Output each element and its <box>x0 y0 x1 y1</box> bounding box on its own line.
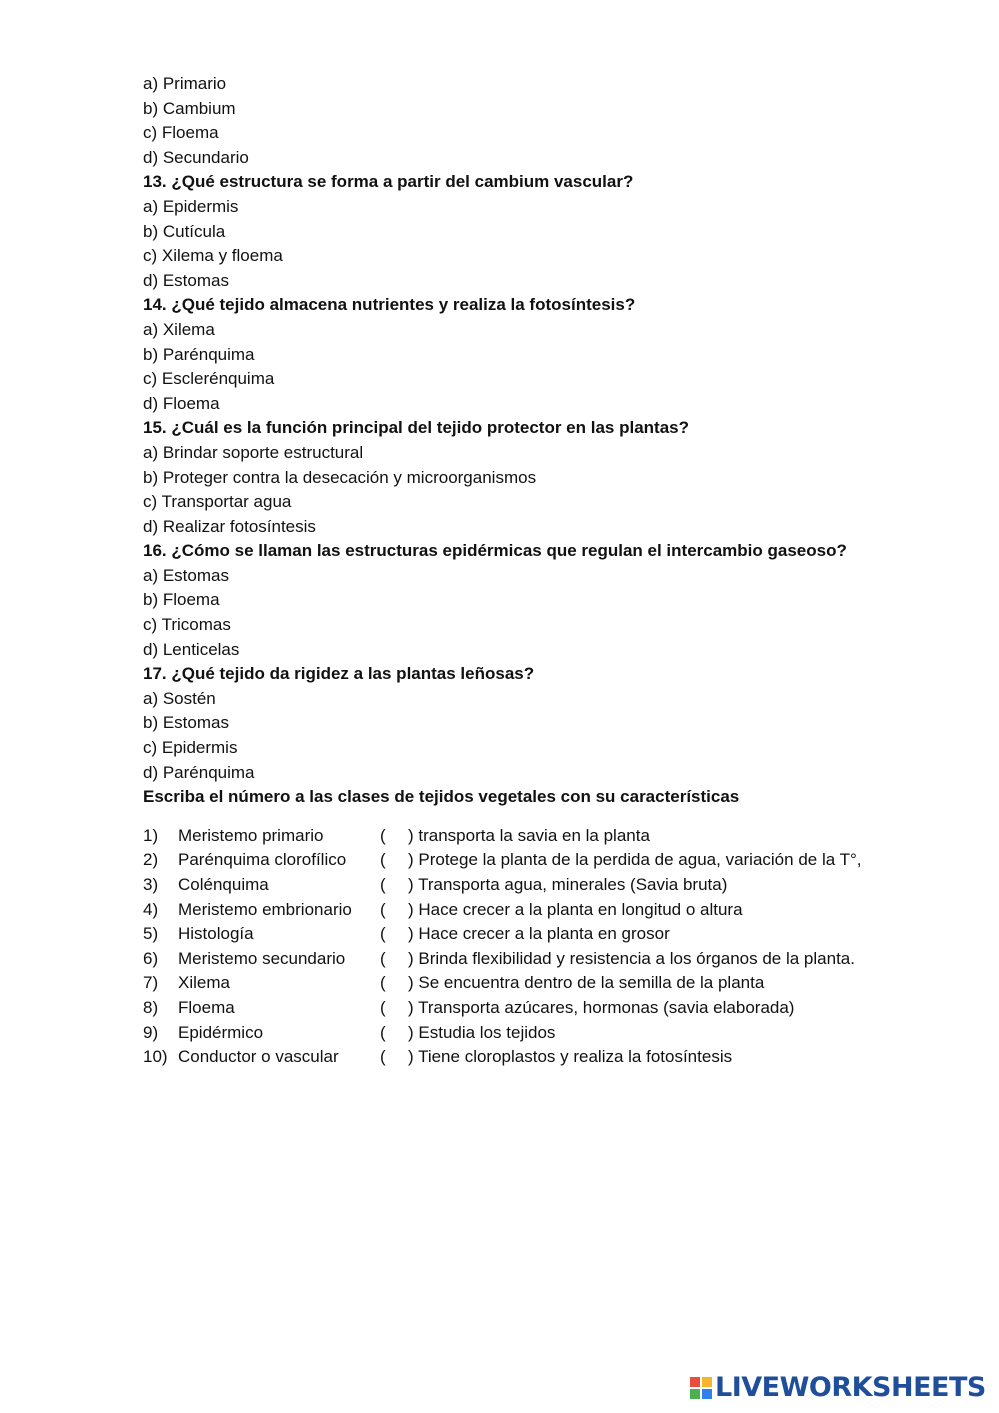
characteristic: ) Hace crecer a la planta en grosor <box>408 924 670 944</box>
matching-title: Escriba el número a las clases de tejidos vegetales con su características <box>143 787 740 807</box>
tissue-term: Floema <box>178 997 235 1017</box>
matching-row <box>143 873 933 898</box>
characteristic: ) Hace crecer a la planta en longitud o altura <box>408 899 743 919</box>
characteristic: ) Estudia los tejidos <box>408 1022 556 1042</box>
characteristic: ) transporta la savia en la planta <box>408 825 650 845</box>
characteristic: ) Tiene cloroplastos y realiza la fotosíntesis <box>408 1047 733 1067</box>
answer-blank[interactable]: ( <box>380 924 386 944</box>
answer-blank[interactable]: ( <box>380 997 386 1017</box>
worksheet-page <box>143 72 933 1070</box>
answer-option[interactable]: d) Secundario <box>143 147 249 167</box>
answer-option[interactable]: c) Transportar agua <box>143 492 292 512</box>
logo-square-icon <box>690 1377 700 1387</box>
question-text: 13. ¿Qué estructura se forma a partir del cambium vascular? <box>143 172 634 192</box>
matching-row <box>143 898 933 923</box>
answer-blank[interactable]: ( <box>380 825 386 845</box>
matching-row <box>143 971 933 996</box>
tissue-term: Epidérmico <box>178 1022 264 1042</box>
matching-row <box>143 824 933 849</box>
answer-option[interactable]: c) Esclerénquima <box>143 369 275 389</box>
answer-option[interactable]: a) Primario <box>143 74 227 93</box>
row-number: 2) <box>143 850 159 870</box>
tissue-term: Xilema <box>178 973 230 993</box>
matching-table <box>143 824 933 1070</box>
row-number: 8) <box>143 997 159 1017</box>
matching-row <box>143 922 933 947</box>
row-number: 10) <box>143 1047 168 1067</box>
question-14 <box>143 293 933 416</box>
row-number: 5) <box>143 924 159 944</box>
tissue-term: Colénquima <box>178 875 269 894</box>
answer-option[interactable]: d) Parénquima <box>143 762 255 782</box>
answer-option[interactable]: b) Cutícula <box>143 221 226 241</box>
row-number: 3) <box>143 875 159 894</box>
tissue-term: Conductor o vascular <box>178 1047 339 1067</box>
answer-blank[interactable]: ( <box>380 948 386 968</box>
question-13 <box>143 170 933 293</box>
question-text: 17. ¿Qué tejido da rigidez a las plantas leñosas? <box>143 664 535 684</box>
characteristic: ) Se encuentra dentro de la semilla de la planta <box>408 973 765 993</box>
liveworksheets-logo-icon <box>690 1377 712 1399</box>
answer-option[interactable]: b) Floema <box>143 590 220 610</box>
question-17 <box>143 662 933 785</box>
characteristic: ) Transporta azúcares, hormonas (savia elaborada) <box>408 997 795 1017</box>
question-16 <box>143 539 933 662</box>
answer-option[interactable]: a) Epidermis <box>143 196 239 216</box>
answer-option[interactable]: a) Brindar soporte estructural <box>143 442 364 462</box>
answer-option[interactable]: d) Estomas <box>143 270 229 290</box>
characteristic: ) Protege la planta de la perdida de agua, variación de la T°, <box>408 850 862 870</box>
answer-option[interactable]: c) Xilema y floema <box>143 246 283 266</box>
question-text: 16. ¿Cómo se llaman las estructuras epidérmicas que regulan el intercambio gaseoso? <box>143 541 847 561</box>
characteristic: ) Brinda flexibilidad y resistencia a los órganos de la planta. <box>408 948 855 968</box>
logo-square-icon <box>702 1389 712 1399</box>
answer-option[interactable]: b) Cambium <box>143 98 236 118</box>
logo-square-icon <box>690 1389 700 1399</box>
answer-blank[interactable]: ( <box>380 899 386 919</box>
row-number: 9) <box>143 1022 159 1042</box>
answer-option[interactable]: c) Tricomas <box>143 615 231 635</box>
question-text: 15. ¿Cuál es la función principal del tejido protector en las plantas? <box>143 418 690 438</box>
logo-text: LIVEWORKSHEETS <box>715 1372 986 1403</box>
question-15 <box>143 416 933 539</box>
logo-square-icon <box>702 1377 712 1387</box>
tissue-term: Meristemo secundario <box>178 948 346 968</box>
row-number: 6) <box>143 948 159 968</box>
row-number: 7) <box>143 973 159 993</box>
row-number: 4) <box>143 899 159 919</box>
question-12-options <box>143 72 933 170</box>
answer-option[interactable]: a) Xilema <box>143 319 215 339</box>
matching-row <box>143 848 933 873</box>
answer-option[interactable]: b) Parénquima <box>143 344 255 364</box>
matching-row <box>143 1045 933 1070</box>
matching-row <box>143 947 933 972</box>
tissue-term: Histología <box>178 924 254 944</box>
answer-option[interactable]: c) Floema <box>143 123 219 143</box>
answer-option[interactable]: a) Sostén <box>143 688 216 708</box>
tissue-term: Meristemo embrionario <box>178 899 352 919</box>
answer-blank[interactable]: ( <box>380 1047 386 1067</box>
answer-option[interactable]: b) Estomas <box>143 713 229 733</box>
answer-option[interactable]: d) Lenticelas <box>143 639 240 659</box>
tissue-term: Parénquima clorofílico <box>178 850 347 870</box>
answer-option[interactable]: a) Estomas <box>143 565 229 585</box>
matching-row <box>143 996 933 1021</box>
answer-blank[interactable]: ( <box>380 973 386 993</box>
question-text: 14. ¿Qué tejido almacena nutrientes y realiza la fotosíntesis? <box>143 295 636 315</box>
answer-blank[interactable]: ( <box>380 850 386 870</box>
liveworksheets-logo[interactable] <box>690 1372 986 1403</box>
answer-blank[interactable]: ( <box>380 1022 386 1042</box>
matching-row <box>143 1021 933 1046</box>
answer-option[interactable]: d) Realizar fotosíntesis <box>143 516 316 536</box>
answer-option[interactable]: c) Epidermis <box>143 738 238 758</box>
answer-blank[interactable]: ( <box>380 875 386 894</box>
row-number: 1) <box>143 825 159 845</box>
characteristic: ) Transporta agua, minerales (Savia bruta) <box>408 875 728 894</box>
answer-option[interactable]: d) Floema <box>143 393 220 413</box>
tissue-term: Meristemo primario <box>178 825 324 845</box>
answer-option[interactable]: b) Proteger contra la desecación y microorganismos <box>143 467 537 487</box>
